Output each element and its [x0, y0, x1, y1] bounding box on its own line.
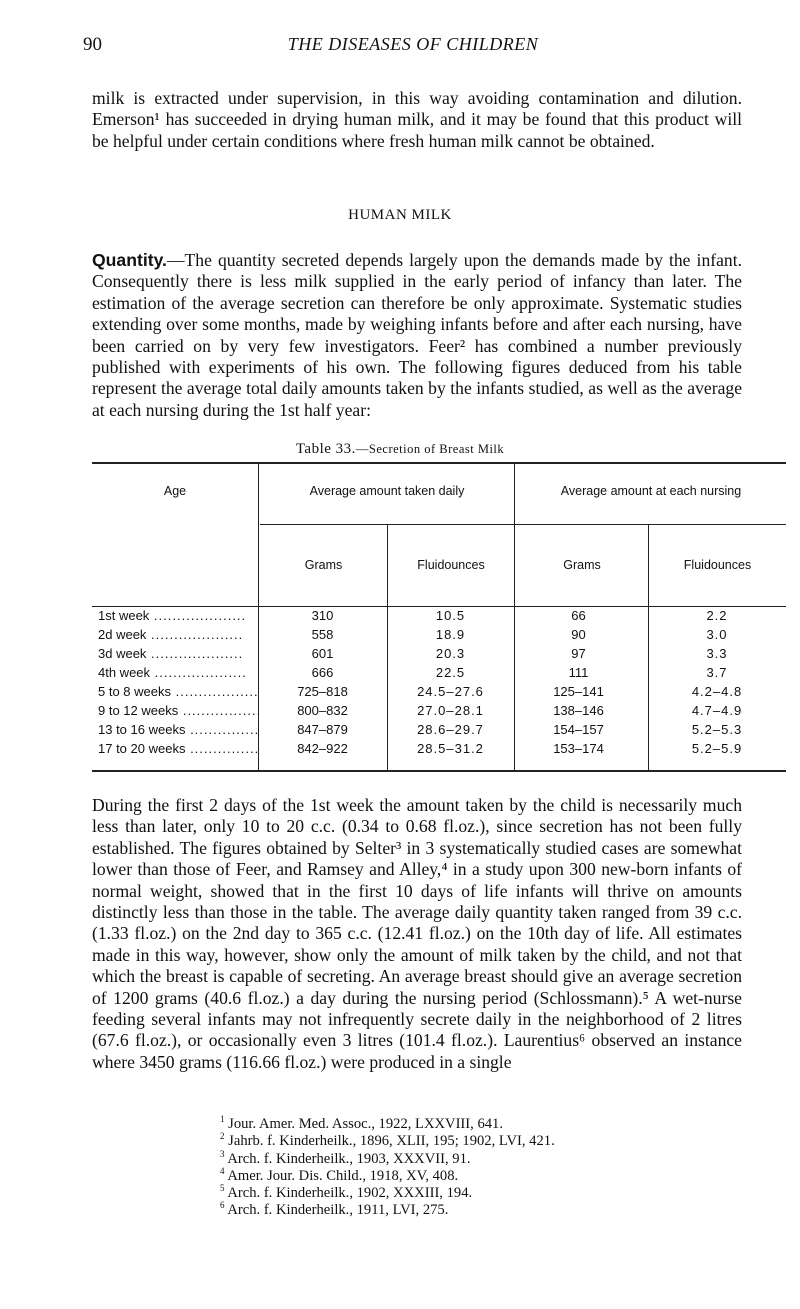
footnote: $^2$ Jahrb. f. Kinderheilk., 1896, XLII, 195; 1902, LVI, 421. [220, 1131, 555, 1150]
row-nursing-grams: 138–146 [553, 703, 604, 718]
footnote: $^4$ Amer. Jour. Dis. Child., 1918, XV, 408. [220, 1166, 459, 1184]
footnote: $^5$ Arch. f. Kinderheilk., 1902, XXXIII, 194. [220, 1183, 473, 1202]
row-nursing-fluid: 5.2–5.9 [691, 741, 743, 756]
row-nursing-fluid: 5.2–5.3 [691, 722, 743, 737]
row-age: 5 to 8 weeks ..... [98, 684, 258, 699]
row-nursing-fluid: 4.2–4.8 [691, 684, 743, 699]
row-daily-grams: 800–832 [297, 703, 348, 718]
table-caption-prefix: Table 33. [295, 441, 356, 457]
row-daily-fluid: 27.0–28.1 [417, 703, 484, 718]
table-row [92, 684, 786, 700]
footnote: $^1$ Jour. Amer. Med. Assoc., 1922, LXXVIII, 641. [220, 1114, 503, 1132]
row-age: 1st week ..... [98, 608, 258, 623]
header-daily: Average amount taken daily [309, 484, 465, 498]
row-daily-grams: 725–818 [297, 684, 348, 699]
discussion-paragraph: During the first 2 days of the 1st week the amount taken by the child is necessarily much less than later, only 10 to 20 c.c. (0.34 to 0.68 fl.oz.), since secretion has not been fully established. The figures obtained by Selter³ in 3 systematically studied cases are somewhat lower than those of Feer, and Ramsey and Alley,⁴ in a study upon 300 new-born infants of normal weight, showed that in the first 10 days of life infants will thrive on amounts distinctly less than those in the table. The average daily quantity taken ranged from 39 c.c. (1.33 fl.oz.) on the 2nd day to 365 c.c. (12.41 fl.oz.) on the 10th day of life. All estimates made in this way, however, show only the amount of milk taken by the child, and not that which the breast is capable of secreting. An average breast should give an average secretion of 1200 grams (40.6 fl.oz.) a day during the nursing period (Schlossmann).⁵ A wet-nurse feeding several infants may not infrequently secrete daily in the neighborhood of 2 litres (67.6 fl.oz.), or occasionally even 3 litres (101.4 fl.oz.). Laurentius⁶ observed an instance where 3450 grams (116.66 fl.oz.) were produced in a single [92, 795, 742, 1072]
table-caption-title: —Secretion of Breast Milk [355, 442, 505, 456]
page-header [83, 34, 743, 60]
row-age: 13 to 16 weeks ..... [98, 722, 258, 737]
table-row [92, 722, 786, 738]
row-daily-fluid: 28.5–31.2 [417, 741, 484, 756]
quantity-paragraph [92, 250, 742, 421]
row-daily-fluid: 10.5 [435, 608, 466, 623]
footnote: $^3$ Arch. f. Kinderheilk., 1903, XXXVII, 91. [220, 1148, 471, 1167]
row-age: 4th week ..... [98, 665, 258, 680]
table-row [92, 665, 786, 681]
table-row [92, 741, 786, 757]
secretion-table [92, 462, 786, 772]
header-nursing: Average amount at each nursing [560, 484, 742, 498]
row-age: 17 to 20 weeks ..... [98, 741, 258, 756]
row-age: 9 to 12 weeks ..... [98, 703, 258, 718]
row-age: 2d week ..... [98, 627, 258, 642]
row-daily-grams: 558 [311, 627, 334, 642]
row-daily-fluid: 20.3 [435, 646, 466, 661]
quantity-text: —The quantity secreted depends largely upon the demands made by the infant. Consequently there is less milk supplied in the early period of infancy than later. The estimation of the average secretion can therefore be only approximate. Systematic studies extending over some months, made by weighing infants before and after each nursing, have been carried on by very few investigators. Feer² has combined a number previously published with experiments of his own. The following figures deduced from his table represent the average total daily amounts taken by the infants studied, as well as the average at each nursing during the 1st half year: [92, 250, 742, 420]
row-nursing-grams: 153–174 [553, 741, 604, 756]
footnote: $^6$ Arch. f. Kinderheilk., 1911, LVI, 275. [220, 1200, 449, 1219]
header-nursing-grams: Grams [563, 558, 601, 572]
row-nursing-fluid: 4.7–4.9 [691, 703, 743, 718]
row-nursing-fluid: 2.2 [706, 608, 728, 623]
row-daily-fluid: 28.6–29.7 [417, 722, 484, 737]
row-nursing-grams: 125–141 [553, 684, 604, 699]
running-title: THE DISEASES OF CHILDREN [287, 34, 539, 54]
row-nursing-grams: 66 [571, 608, 586, 623]
header-nursing-fluid: Fluidounces [683, 558, 752, 572]
row-nursing-grams: 97 [571, 646, 586, 661]
quantity-lead: Quantity. [92, 250, 167, 270]
table-row [92, 608, 786, 624]
row-daily-grams: 666 [311, 665, 334, 680]
footnotes [220, 1116, 760, 1220]
row-daily-grams: 601 [311, 646, 334, 661]
row-nursing-fluid: 3.0 [706, 627, 728, 642]
row-daily-fluid: 24.5–27.6 [417, 684, 484, 699]
row-daily-grams: 847–879 [297, 722, 348, 737]
row-daily-grams: 842–922 [297, 741, 348, 756]
row-nursing-fluid: 3.7 [706, 665, 728, 680]
row-daily-fluid: 18.9 [435, 627, 466, 642]
header-daily-grams: Grams [304, 558, 343, 572]
row-age: 3d week ..... [98, 646, 258, 661]
table-row [92, 646, 786, 662]
header-daily-fluid: Fluidounces [417, 558, 485, 572]
row-daily-fluid: 22.5 [435, 665, 466, 680]
row-nursing-grams: 90 [571, 627, 586, 642]
row-nursing-grams: 111 [568, 665, 589, 680]
table-row [92, 703, 786, 719]
section-heading: HUMAN MILK [348, 207, 452, 223]
intro-paragraph: milk is extracted under supervision, in this way avoiding contamination and dilution. Emerson¹ has succeeded in drying human milk, and it may be found that this product will be helpful under certain conditions where fresh human milk cannot be obtained. [92, 88, 742, 151]
table-caption [0, 441, 800, 458]
page-number: 90 [83, 34, 102, 55]
table-row [92, 627, 786, 643]
header-age: Age [163, 484, 187, 498]
row-daily-grams: 310 [311, 608, 334, 623]
row-nursing-grams: 154–157 [553, 722, 604, 737]
row-nursing-fluid: 3.3 [706, 646, 728, 661]
